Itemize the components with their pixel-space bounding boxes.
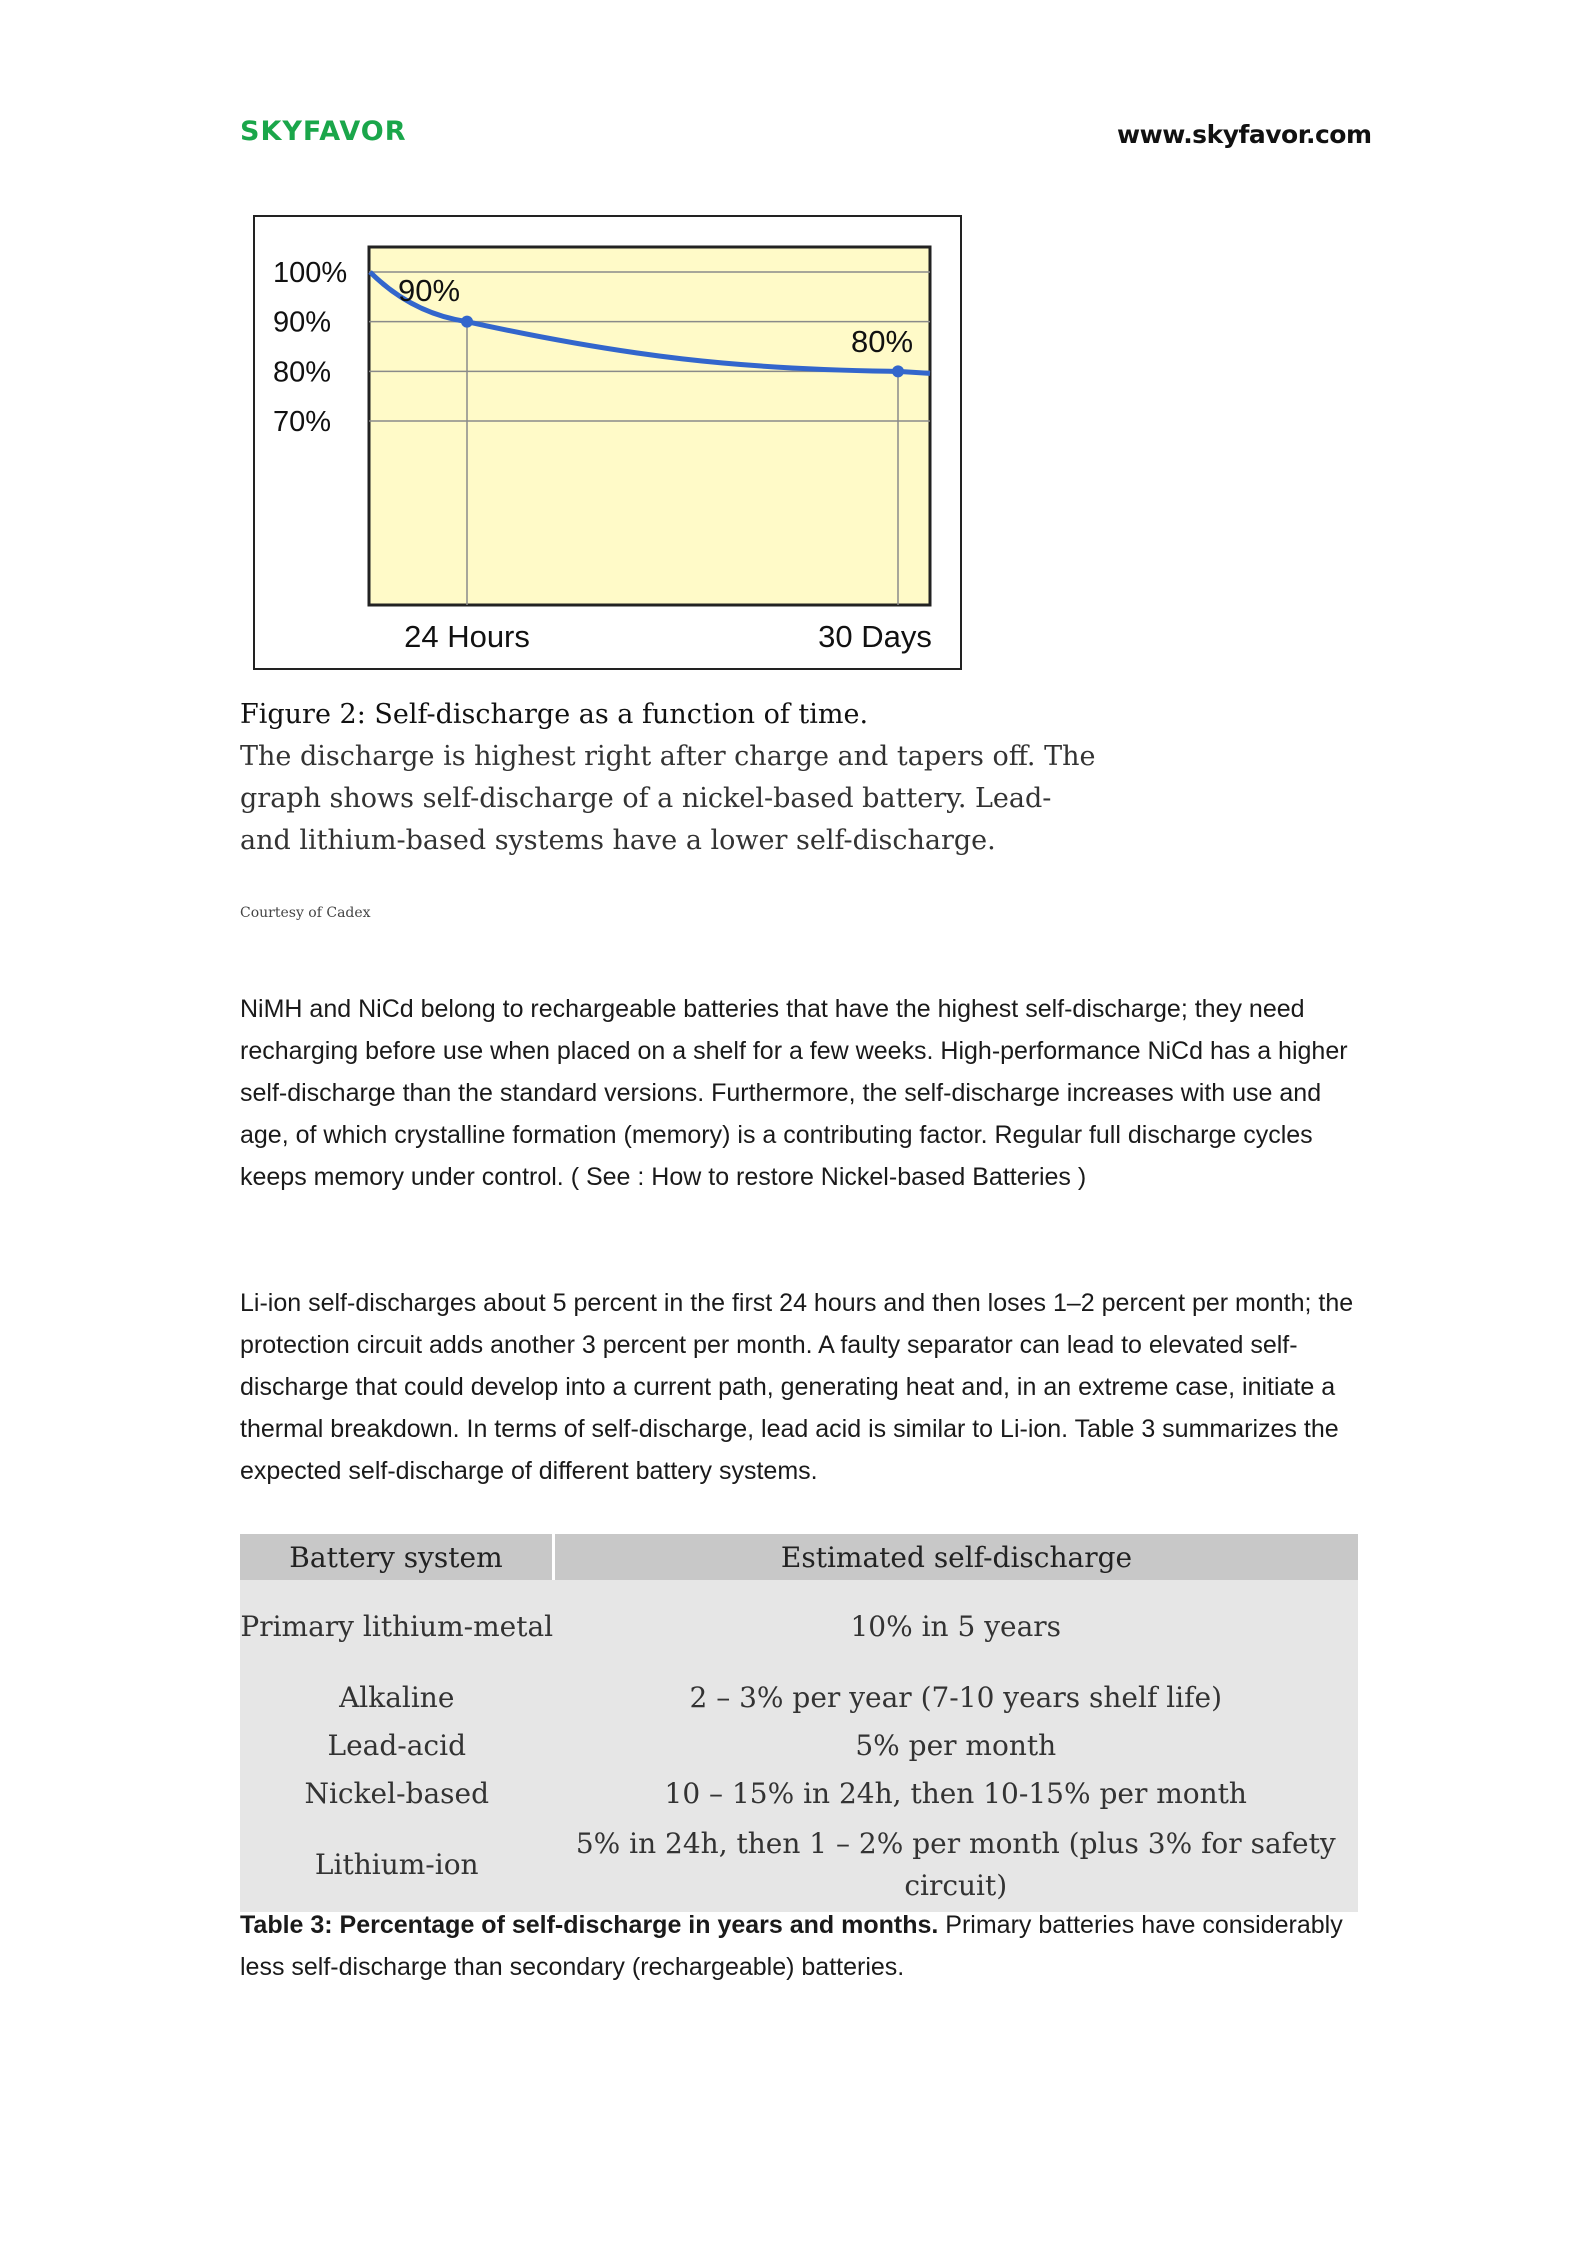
- table-caption-bold: Table 3: Percentage of self-discharge in years and months.: [240, 1911, 939, 1939]
- table-cell-rate: 2 – 3% per year (7-10 years shelf life): [554, 1674, 1359, 1722]
- y-tick-label: 90%: [273, 306, 332, 339]
- paragraph-lithium: Li-ion self-discharges about 5 percent in the first 24 hours and then loses 1–2 percent per month; the protection circuit adds another 3 percent per month. A faulty separator can lead to elevated self-discharge that could develop into a current path, generating heat and, in an extreme case, initiate a thermal breakdown. In terms of self-discharge, lead acid is similar to Li-ion. Table 3 summarizes the expected self-discharge of different battery systems.: [240, 1289, 1354, 1485]
- website-url[interactable]: www.skyfavor.com: [1117, 120, 1372, 149]
- table-caption-rest: Primary batteries have considerably less self-discharge than secondary (rechargeable) batteries.: [240, 1911, 1343, 1981]
- figure-caption-body: The discharge is highest right after charge and tapers off. The graph shows self-discharge of a nickel-based battery. Lead- and lithium-based systems have a lower self-discharge.: [240, 741, 1096, 856]
- y-tick-label: 100%: [273, 257, 348, 289]
- figure-caption: [240, 694, 1100, 862]
- table-cell-system: Lead-acid: [240, 1722, 554, 1770]
- brand-logo: SKYFAVOR: [240, 116, 407, 147]
- data-label: 90%: [398, 273, 461, 308]
- data-point: [461, 316, 473, 328]
- table-cell-rate: 10 – 15% in 24h, then 10-15% per month: [554, 1770, 1359, 1818]
- table-row: [240, 1580, 1358, 1674]
- self-discharge-table: [240, 1534, 1358, 1912]
- x-tick-label: 24 Hours: [404, 619, 530, 654]
- table-row: [240, 1674, 1358, 1722]
- data-label: 80%: [851, 324, 914, 359]
- table-header-row: [240, 1534, 1358, 1580]
- table-cell-rate: 5% per month: [554, 1722, 1359, 1770]
- table-header-system: Battery system: [240, 1534, 554, 1580]
- table-cell-system: Lithium-ion: [240, 1818, 554, 1912]
- table-row: [240, 1722, 1358, 1770]
- table-cell-system: Alkaline: [240, 1674, 554, 1722]
- table-cell-system: Primary lithium-metal: [240, 1580, 554, 1674]
- figure-courtesy: Courtesy of Cadex: [240, 905, 371, 921]
- table-caption: [240, 1904, 1370, 1988]
- data-point: [892, 365, 904, 377]
- table-row: [240, 1770, 1358, 1818]
- paragraph-nickel: NiMH and NiCd belong to rechargeable batteries that have the highest self-discharge; they need recharging before use when placed on a shelf for a few weeks. High-performance NiCd has a higher self-discharge than the standard versions. Furthermore, the self-discharge increases with use and age, of which crystalline formation (memory) is a contributing factor. Regular full discharge cycles keeps memory under control. ( See : How to restore Nickel-based Batteries ): [240, 995, 1348, 1191]
- y-tick-label: 70%: [273, 406, 332, 438]
- table-cell-rate: 5% in 24h, then 1 – 2% per month (plus 3% for safety circuit): [554, 1818, 1359, 1912]
- table-cell-system: Nickel-based: [240, 1770, 554, 1818]
- figure-caption-title: Figure 2: Self-discharge as a function of time.: [240, 699, 869, 730]
- y-tick-label: 80%: [273, 356, 332, 389]
- table-header-rate: Estimated self-discharge: [554, 1534, 1359, 1580]
- table-row: [240, 1818, 1358, 1912]
- self-discharge-chart: [255, 217, 964, 672]
- x-tick-label: 30 Days: [818, 619, 932, 654]
- self-discharge-figure: [253, 215, 962, 670]
- table-cell-rate: 10% in 5 years: [554, 1580, 1359, 1674]
